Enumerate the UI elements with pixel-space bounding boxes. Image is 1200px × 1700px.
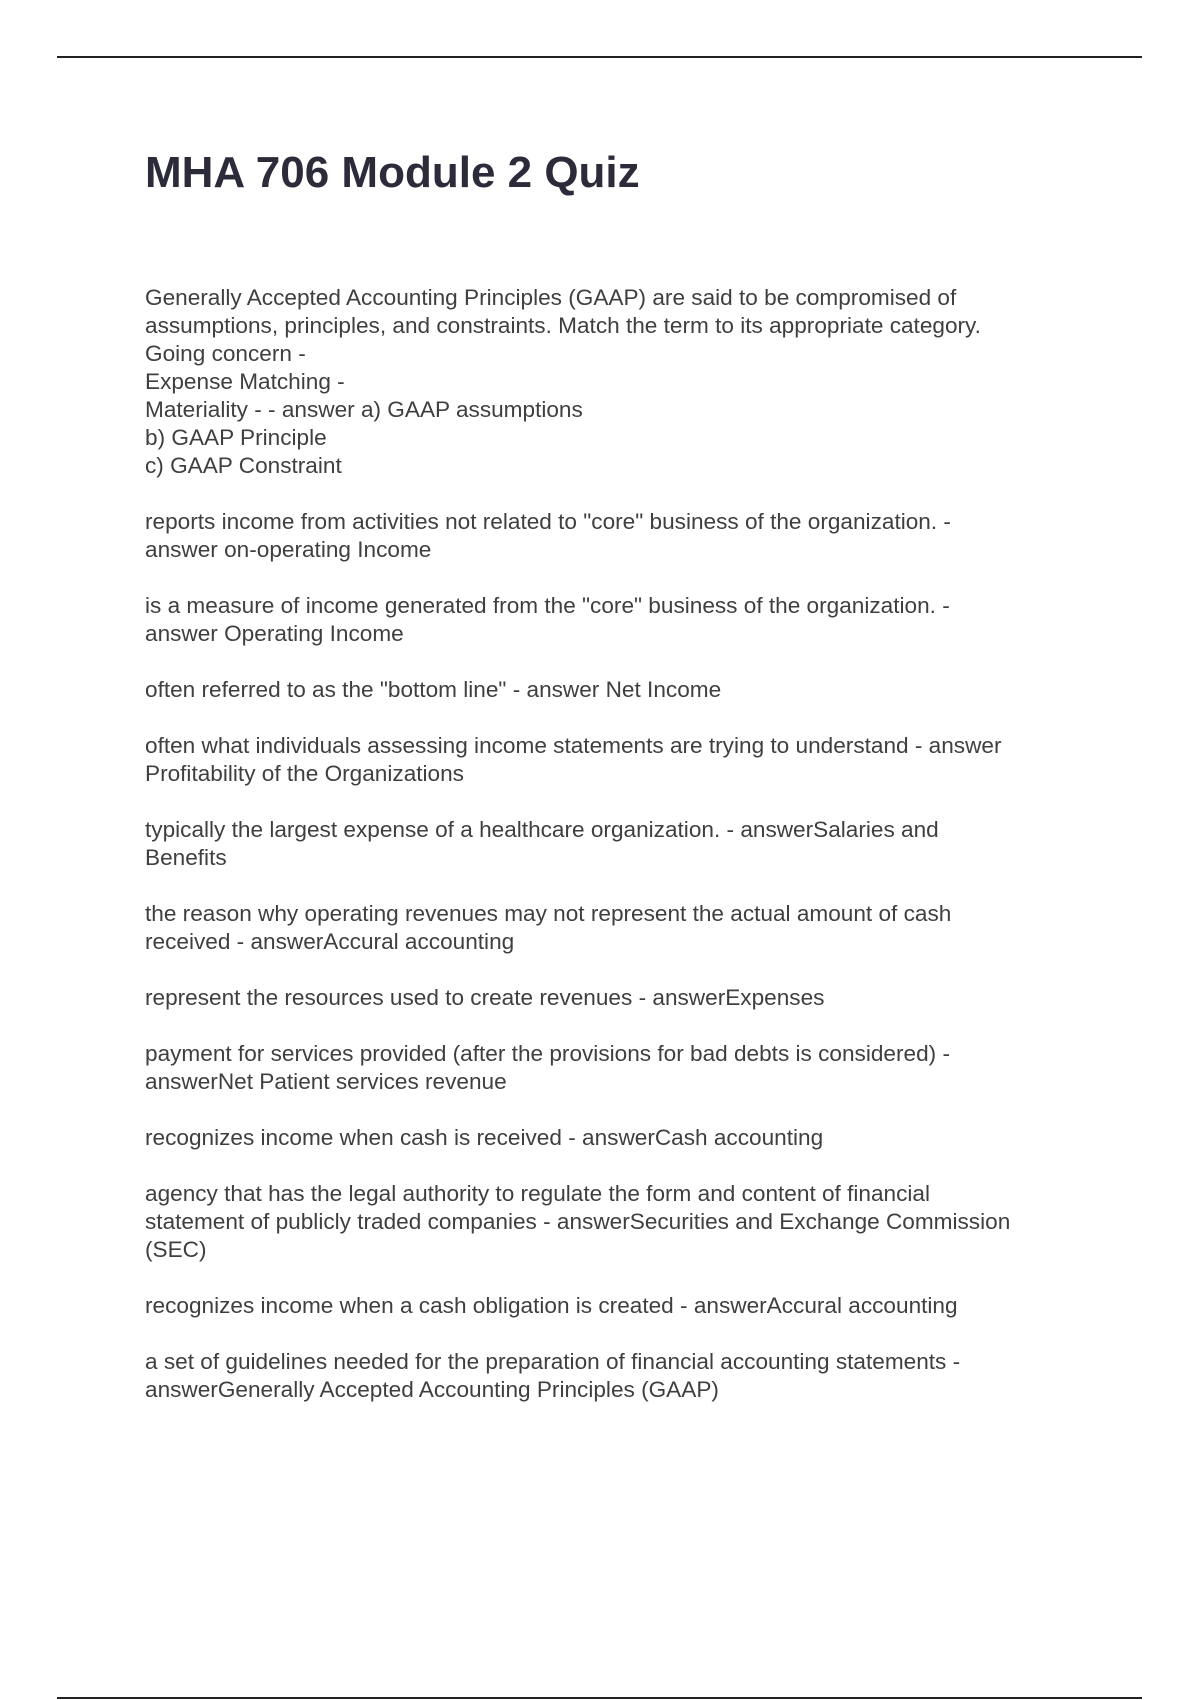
qa-item-1 — [145, 284, 1085, 480]
qa-item-12 — [145, 1292, 1085, 1320]
qa-line: a set of guidelines needed for the preparation of financial accounting statements - — [145, 1349, 961, 1374]
qa-line: often what individuals assessing income statements are trying to understand - answer — [145, 733, 1002, 758]
qa-line: typically the largest expense of a healthcare organization. - answerSalaries and — [145, 817, 939, 842]
qa-line: answer on-operating Income — [145, 537, 432, 562]
qa-line: Generally Accepted Accounting Principles (GAAP) are said to be compromised of — [145, 285, 957, 310]
qa-line: reports income from activities not related to "core" business of the organization. - — [145, 509, 951, 534]
qa-line: payment for services provided (after the provisions for bad debts is considered) - — [145, 1041, 950, 1066]
qa-line: represent the resources used to create revenues - answerExpenses — [145, 985, 825, 1010]
qa-line: assumptions, principles, and constraints. Match the term to its appropriate category. — [145, 313, 981, 338]
qa-line: often referred to as the "bottom line" - answer Net Income — [145, 677, 722, 702]
top-divider — [57, 56, 1142, 58]
qa-line: Going concern - — [145, 341, 306, 366]
qa-item-2 — [145, 508, 1085, 564]
qa-line: agency that has the legal authority to regulate the form and content of financial — [145, 1181, 931, 1206]
bottom-divider — [57, 1697, 1142, 1699]
qa-item-9 — [145, 1040, 1085, 1096]
qa-line: Materiality - - answer a) GAAP assumptions — [145, 397, 583, 422]
qa-item-5 — [145, 732, 1085, 788]
qa-item-13 — [145, 1348, 1085, 1404]
qa-line: Expense Matching - — [145, 369, 345, 394]
qa-line: answerGenerally Accepted Accounting Principles (GAAP) — [145, 1377, 719, 1402]
page-title: MHA 706 Module 2 Quiz — [145, 148, 640, 197]
qa-item-10 — [145, 1124, 1085, 1152]
qa-item-7 — [145, 900, 1085, 956]
qa-line: answer Operating Income — [145, 621, 404, 646]
qa-line: is a measure of income generated from the "core" business of the organization. - — [145, 593, 950, 618]
qa-line: recognizes income when a cash obligation is created - answerAccural accounting — [145, 1293, 958, 1318]
qa-line: b) GAAP Principle — [145, 425, 327, 450]
qa-line: Benefits — [145, 845, 227, 870]
qa-line: answerNet Patient services revenue — [145, 1069, 507, 1094]
qa-item-4 — [145, 676, 1085, 704]
qa-item-11 — [145, 1180, 1085, 1264]
qa-line: statement of publicly traded companies - answerSecurities and Exchange Commission — [145, 1209, 1011, 1234]
quiz-content — [145, 284, 1085, 1432]
qa-line: (SEC) — [145, 1237, 207, 1262]
qa-item-3 — [145, 592, 1085, 648]
qa-item-6 — [145, 816, 1085, 872]
qa-line: the reason why operating revenues may not represent the actual amount of cash — [145, 901, 952, 926]
qa-item-8 — [145, 984, 1085, 1012]
qa-line: c) GAAP Constraint — [145, 453, 342, 478]
qa-line: recognizes income when cash is received - answerCash accounting — [145, 1125, 824, 1150]
qa-line: Profitability of the Organizations — [145, 761, 464, 786]
qa-line: received - answerAccural accounting — [145, 929, 515, 954]
